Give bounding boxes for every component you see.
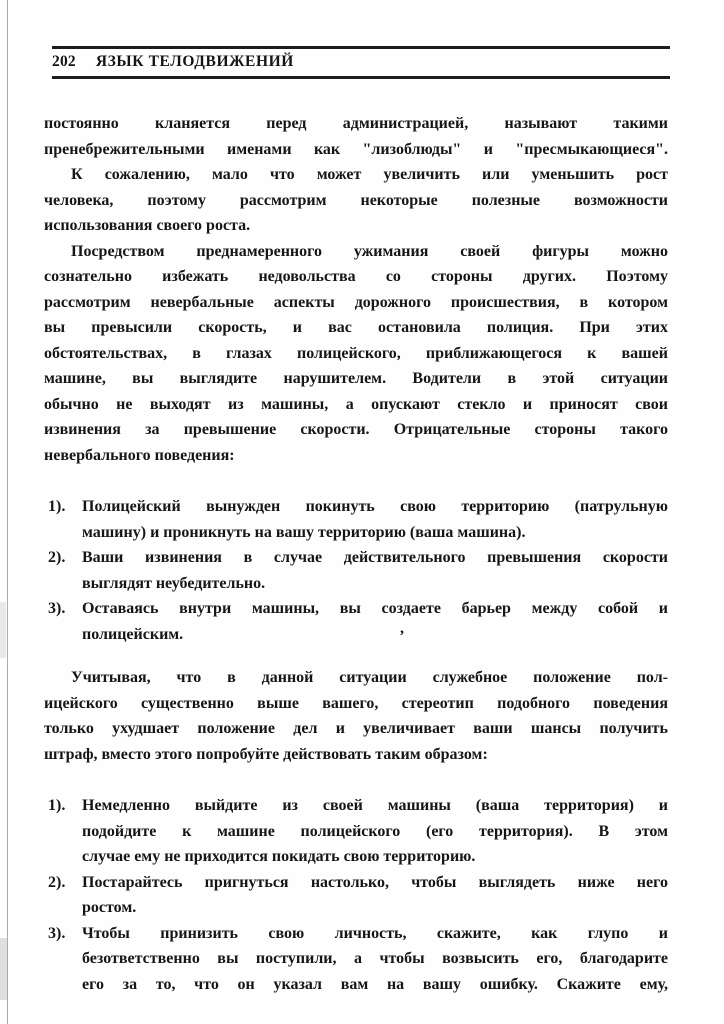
text-line: ицейского существенно выше вашего, стереотип подобного поведения (44, 694, 668, 712)
text-line: Учитывая, что в данной ситуации служебное положение пол- (71, 669, 668, 686)
scan-edge-smudge (0, 938, 7, 1000)
text-line: Чтобы принизить свою личность, скажите, как глупо и (82, 924, 668, 942)
paragraph (44, 162, 668, 239)
text-line: машине, вы выглядите нарушителем. Водители в этой ситуации (44, 370, 668, 387)
list-item (44, 494, 668, 545)
list-item-number: 3). (48, 924, 66, 942)
text-line: машину) и проникнуть на вашу территорию (ваша машина). (82, 523, 526, 541)
text-line: Оставаясь внутри машины, вы создаете барьер между собой и (82, 600, 668, 617)
text-line: человека, поэтому рассмотрим некоторые полезные возможности (44, 191, 668, 209)
book-title: ЯЗЫК ТЕЛОДВИЖЕНИЙ (95, 53, 294, 70)
text-line: Посредством преднамеренного ужимания своей фигуры можно (71, 242, 668, 260)
text-line: подойдите к машине полицейского (его территория). В этом (82, 822, 668, 840)
text-line: Ваши извинения в случае действительного превышения скорости (82, 549, 668, 566)
text-line: Полицейский вынужден покинуть свою территорию (патрульную (82, 498, 668, 515)
text-line: полицейским. (82, 625, 184, 643)
text-line: использования своего роста. (44, 217, 251, 234)
list-item (44, 793, 668, 870)
list-item (44, 870, 668, 921)
text-line: пренебрежительными именами как "лизоблюды" и "пресмыкающиеся". (44, 140, 668, 158)
text-line: обычно не выходят из машины, а опускают стекло и приносят свои (44, 395, 668, 413)
text-line: невербального поведения: (44, 446, 235, 464)
page-number: 202 (52, 53, 76, 70)
header-rule-top (52, 46, 670, 49)
list-item-number: 1). (48, 797, 66, 814)
text-line: сознательно избежать недовольства со стороны других. Поэтому (44, 268, 668, 285)
numbered-list (44, 494, 668, 647)
paragraph (44, 665, 668, 767)
list-item-number: 1). (48, 498, 66, 515)
list-item (44, 545, 668, 596)
paragraph (44, 239, 668, 469)
running-header (52, 53, 294, 71)
text-line: его за то, что он указал вам на вашу ошибку. Скажите ему, (82, 975, 668, 993)
text-line: Немедленно выйдите из своей машины (ваша территория) и (82, 797, 668, 814)
stray-ink-mark: , (400, 620, 404, 637)
list-item-number: 3). (48, 600, 66, 617)
list-item-number: 2). (48, 549, 66, 566)
header-rule-bottom (52, 76, 670, 79)
text-line: безответственно вы поступили, а чтобы возвысить его, благодарите (82, 950, 668, 967)
text-line: Постарайтесь пригнуться настолько, чтобы выглядеть ниже него (82, 873, 668, 891)
list-item (44, 596, 668, 647)
text-line: случае ему не приходится покидать свою территорию. (82, 848, 476, 865)
scan-edge-line (7, 0, 8, 1024)
text-line: штраф, вместо этого попробуйте действовать таким образом: (44, 745, 488, 763)
text-line: К сожалению, мало что может увеличить или уменьшить рост (71, 166, 668, 183)
text-line: постоянно кланяется перед администрацией, называют такими (44, 115, 668, 132)
text-line: рассмотрим невербальные аспекты дорожного происшествия, в котором (44, 293, 668, 311)
paragraph (44, 111, 668, 162)
numbered-list (44, 793, 668, 997)
body-text (44, 111, 668, 997)
list-item (44, 921, 668, 998)
text-line: обстоятельствах, в глазах полицейского, приближающегося к вашей (44, 344, 668, 362)
text-line: извинения за превышение скорости. Отрицательные стороны такого (44, 421, 668, 438)
text-line: ростом. (82, 899, 137, 916)
text-line: выглядят неубедительно. (82, 574, 266, 592)
scan-edge-smudge (0, 602, 6, 658)
text-line: только ухудшает положение дел и увеличивает ваши шансы получить (44, 720, 668, 737)
text-line: вы превысили скорость, и вас остановила полиция. При этих (44, 319, 668, 336)
list-item-number: 2). (48, 873, 66, 891)
